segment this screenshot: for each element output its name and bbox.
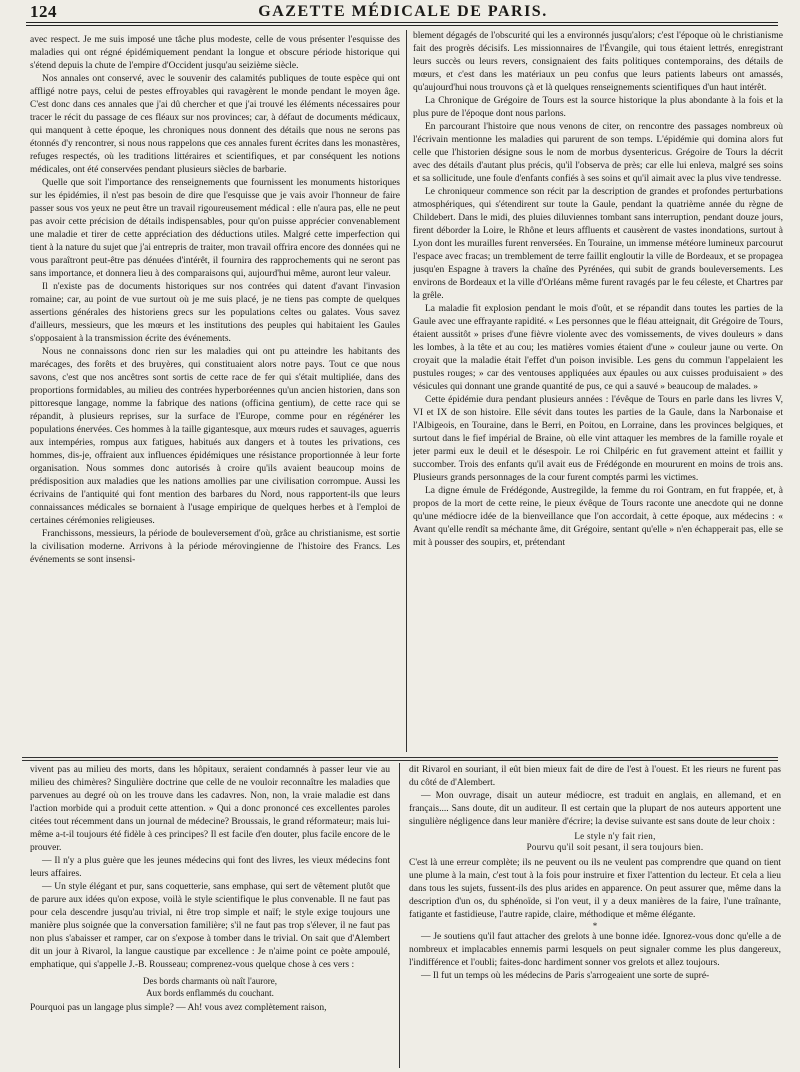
page-header: [28, 2, 778, 22]
section-divider: [22, 757, 778, 758]
paragraph: — Mon ouvrage, disait un auteur médiocre, est traduit en anglais, en allemand, et en français.... Sans doute, dit un auditeur. Il est certain que la plupart de nos auteurs apportent une singulière négligence dans leur manière d'écrire; la devise suivante est sans doute de leur choix :: [409, 791, 781, 827]
paragraph: Cette épidémie dura pendant plusieurs années : l'évêque de Tours en parle dans les livres V, VI et IX de son histoire. Elle sévit dans toutes les parties de la Gaule, dans la Narbonaise et l'Albigeois, en Touraine, dans le Berri, en Poitou, en Lorraine, dans les provinces belgiques, et surtout dans le fief impérial de Braine, où elle vint attaquer les membres de la famille royale et jeter parmi eux le deuil et le désespoir. Le roi Chilpéric en fut gravement atteint et faillit y succomber. Trois des enfants qu'il avait eus de Frédégonde en moururent en moins de trois ans. Plusieurs grands personnages de la cour furent comptés parmi les victimes.: [413, 395, 783, 483]
paragraph: Il n'existe pas de documents historiques sur nos contrées qui datent d'avant l'invasion romaine; car, au point de vue surtout où je me suis placé, je ne tiens pas compte de quelques assertions générales des historiens grecs sur les populations celtes ou galates. Vous savez d'ailleurs, messieurs, que les mœurs et les institutions des peuples qui habitaient les Gaules s'opposaient à la transmission écrite des événements.: [30, 282, 400, 344]
header-rule: [26, 22, 778, 23]
verse-line: Pourvu qu'il soit pesant, il sera toujours bien.: [526, 842, 704, 852]
paragraph: La maladie fit explosion pendant le mois d'oût, et se répandit dans toutes les parties de la Gaule avec une effrayante rapidité. « Les personnes que le fléau atteignait, dit Grégoire de Tours, étaient aussitôt » prises d'une fièvre violente avec des vomissements, de vives douleurs » dans les lombes, à la tête et au cou; les matières vomies étaient d'une » couleur jaune ou verte. On croyait que la maladie était l'effet d'un poison invisible. Les gens du commun l'appelaient les pustules rouges; » car des ventouses appliquées aux épaules ou aux cuisses produisaient » des vésicules qui donnant une grande quantité de pus, ce qui a sauvé » beaucoup de malades. »: [413, 304, 783, 392]
paragraph: Franchissons, messieurs, la période de bouleversement d'où, grâce au christianisme, est sortie la civilisation moderne. Arrivons à la période mérovingienne de l'histoire des Francs. Les événements se sont insensi-: [30, 529, 400, 565]
paragraph: — Un style élégant et pur, sans coquetterie, sans emphase, qui sert de vêtement plutôt que de parure aux idées qu'on expose, voilà le style scientifique le plus convenable. Il ne faut pas pour cela descendre jusqu'au trivial, ni être trop simple et naïf; le style exige toujours une manière plus soignée que la conversation familière; s'il ne faut pas trop s'élever, il ne faut pas non plus s'abaisser et ramper, car on s'expose à tomber dans le trivial. On sait que d'Alembert dit un jour à Rivarol, la langue caustique par excellence : Je n'aime point ce poète ampoulé, emphatique, qui s'appelle J.-B. Rousseau; comprenez-vous quelque chose à ces vers :: [30, 882, 390, 970]
journal-title: GAZETTE MÉDICALE DE PARIS.: [258, 3, 548, 20]
paragraph: Nos annales ont conservé, avec le souvenir des calamités publiques de toute espèce qui ont affligé notre pays, celui de pestes effroyables qui ravagèrent le monde pendant le moyen âge. C'est donc dans ces annales que j'ai dû chercher et que j'ai trouvé les éléments nécessaires pour tracer le récit du passage de ces fléaux sur nos provinces; car, à défaut de documents médicaux, qui manquent à cette époque, les chroniques nous donnent des détails que nous ne serons pas étonnés d'y rencontrer, si nous nous rappelons que ces annales furent écrites dans les monastères, refuges respectés, où les traditions littéraires et scientifiques, et par conséquent les notions médicales, ont été conservées pendant plusieurs siècles de barbarie.: [30, 74, 400, 175]
paragraph: Pourquoi pas un langage plus simple? — Ah! vous avez complètement raison,: [30, 1003, 327, 1013]
verse-line: Le style n'y fait rien,: [574, 831, 656, 841]
article-column-left: [30, 34, 400, 752]
paragraph: — Il fut un temps où les médecins de Paris s'arrogeaient une sorte de supré-: [421, 971, 710, 981]
paragraph: avec respect. Je me suis imposé une tâche plus modeste, celle de vous présenter l'esquisse des maladies qui ont régné épidémiquement pendant la longue et obscure période historique qui s'étend depuis la chute de l'empire d'Occident jusqu'au seizième siècle.: [30, 35, 400, 71]
paragraph: Le chroniqueur commence son récit par la description de grandes et profondes perturbations atmosphériques, qui s'étendirent sur toute la Gaule, pendant la quatrième année du règne de Childebert. Dans le midi, des pluies diluviennes tombant sans interruption, pendant douze jours, firent déborder la Loire, le Rhône et leurs affluents et causèrent de vastes inondations, surtout à Lyon dont les murailles furent renversées. En Touraine, un immense météore lumineux parcourut l'espace avec fracas; un tremblement de terre faillit engloutir la ville de Bordeaux, et se propagea jusqu'en Espagne à travers la chaîne des Pyrénées, qui subit de grands bouleversements. Les environs de Bordeaux et la ville d'Orléans même furent ravagés par le feu céleste, et Chartres par la grêle.: [413, 187, 783, 301]
column-divider-bottom: [399, 763, 400, 1068]
paragraph: — Il n'y a plus guère que les jeunes médecins qui font des livres, les vieux médecins font leurs affaires.: [30, 856, 390, 879]
separator-star: *: [592, 921, 598, 931]
article-column-right: [413, 30, 783, 752]
paragraph: — Je soutiens qu'il faut attacher des grelots à une bonne idée. Ignorez-vous donc qu'elle a de nombreux et implacables ennemis parmi lesquels on peut signaler comme les plus dangereux, l'indifférence et l'oubli; faites-donc hardiment sonner vos grelots et allez toujours.: [409, 932, 781, 968]
verse-line: Aux bords enflammés du couchant.: [146, 988, 274, 998]
verse-quote: [30, 975, 390, 999]
section-divider-thin: [22, 760, 778, 761]
header-rule-thin: [26, 25, 778, 26]
paragraph: blement dégagés de l'obscurité qui les a environnés jusqu'alors; c'est l'époque où le christianisme fait des progrès décisifs. Les missionnaires de l'Évangile, qui tous étaient lettrés, enregistrant leurs succès ou leurs revers, consignaient des faits politiques contemporains, des détails de mœurs, et c'est dans les matériaux un peu confus que leurs patients labeurs ont amassés, qu'aujourd'hui nous trouvons çà et là quelques renseignements scientifiques d'un haut intérêt.: [413, 31, 783, 93]
paragraph: dit Rivarol en souriant, il eût bien mieux fait de dire de l'est à l'ouest. Et les rieurs ne furent pas du côté de d'Alembert.: [409, 765, 781, 788]
paragraph: Nous ne connaissons donc rien sur les maladies qui ont pu atteindre les habitants des marécages, des forêts et des bruyères, qui constituaient alors notre pays. Tout ce que nous savons, c'est que nos ancêtres sont sortis de cette race de fer qui s'était multipliée, dans des proportions formidables, au milieu des contrées hyperboréennes qu'un ancien historien, dans son pittoresque langage, nomme la fabrique des nations (officina gentium), de cette race qui se répandit, à plusieurs reprises, sur la surface de l'Europe, comme pour en régénérer les populations énervées. Ces hommes à la taille gigantesque, aux mœurs rudes et sauvages, aguerris aux intempéries, rompus aux fatigues, habitués aux dangers et à toutes les privations, ces hommes, dis-je, offraient aux influences épidémiques une résistance proportionnée à leur forte organisation. Nous sommes donc autorisés à croire qu'ils avaient beaucoup moins de prédisposition aux maladies que les nations amollies par une civilisation corrompue. Aussi les écrivains de l'antiquité qui font mention des barbares du Nord, nous rapportent-ils que leurs connaissances médicales se bornaient à l'usage empirique de quelques herbes et à l'emploi de certaines cérémonies religieuses.: [30, 347, 400, 526]
paragraph: En parcourant l'histoire que nous venons de citer, on rencontre des passages nombreux où l'écrivain mentionne les maladies qui parurent de son temps. L'épidémie qui domina alors fut celle que l'historien désigne sous le nom de morbus dysentericus. Grégoire de Tours la décrit avec des détails d'autant plus précis, qu'il l'observa de près; car elle lui enleva, malgré ses soins et sa sollicitude, une foule d'enfants confiés à ses soins et qu'il aimait avec la plus vive tendresse.: [413, 122, 783, 184]
page-number: 124: [30, 2, 57, 21]
paragraph: vivent pas au milieu des morts, dans les hôpitaux, seraient condamnés à passer leur vie au milieu des chimères? Singulière doctrine que celle de ne vouloir reconnaître les maladies que parvenues au degré où on les trouve dans les cadavres. Non, non, la vraie maladie est dans l'action morbide qui a produit cette attention. » Qui a donc prononcé ces excellentes paroles citées tout récemment dans un journal de médecine? Broussais, le grand réformateur; mais lui-même a-t-il toujours été fidèle à ces principes? Il est facile d'en douter, plus facile encore de le prouver.: [30, 765, 390, 853]
column-divider: [406, 30, 407, 752]
paragraph: La digne émule de Frédégonde, Austregilde, la femme du roi Gontram, en fut frappée, et, à propos de la mort de cette reine, le pieux évêque de Tours raconte une anecdote qui ne donne qu'une médiocre idée de la bienveillance que l'on accordait, à cette époque, aux médecins : « Avant qu'elle rendît sa méchante âme, dit Grégoire, sentant qu'elle » n'en échapperait pas, elle se mit à pousser des soupirs, et, prétendant: [413, 486, 783, 548]
paragraph: C'est là une erreur complète; ils ne peuvent ou ils ne veulent pas comprendre que quand on tient une plume à la main, c'est tout à la fois pour instruire et fixer l'attention du lecteur. Et cela a lieu dans tous les sujets, fussent-ils des plus arides en apparence. On peut assurer que, même dans la description d'un os, du sphénoïde, si l'on veut, il y a deux manières de la faire, l'une traînante, fatigante et fastidieuse, l'autre rapide, claire, méthodique et même élégante.: [409, 858, 781, 920]
feuilleton-column-left: [30, 764, 390, 1064]
verse-quote: [449, 831, 781, 853]
verse-line: Des bords charmants où naît l'aurore,: [142, 976, 278, 986]
feuilleton-column-right: [409, 764, 781, 1064]
paragraph: La Chronique de Grégoire de Tours est la source historique la plus abondante à la fois et la plus pure de l'époque dont nous parlons.: [413, 96, 783, 119]
paragraph: Quelle que soit l'importance des renseignements que fournissent les monuments historiques sur les épidémies, il n'est pas besoin de dire que l'esquisse que je vais avoir l'honneur de faire passer sous vos yeux ne peut être un travail rigoureusement médical : elle n'aura pas, elle ne peut pas avoir cette précision de détails indispensables, pour qu'on puisse apprécier convenablement une maladie et tirer de cette appréciation des déductions utiles. Malgré cette imperfection qui tient à la nature du sujet que j'ai entrepris de traiter, mon travail offrira encore des données qui ne vous paraîtront peut-être pas dénuées d'intérêt, il fournira des rapprochements qui ne seront pas sans importance, et donnera lieu à des comparaisons qui, aujourd'hui même, auront leur valeur.: [30, 178, 400, 279]
